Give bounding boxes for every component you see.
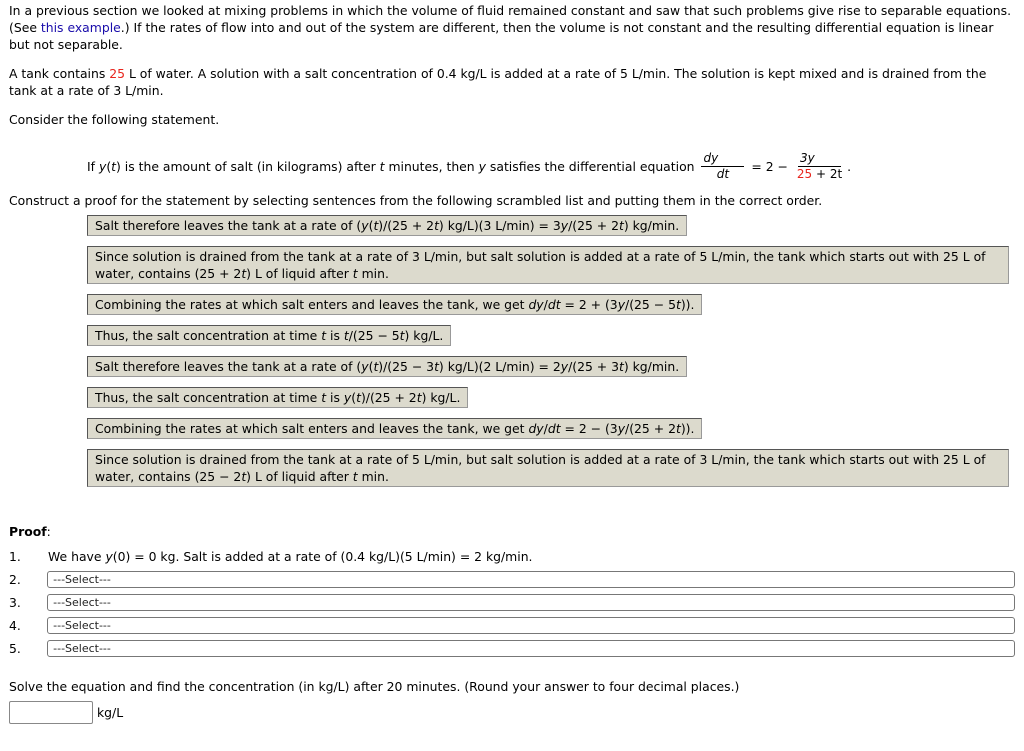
math-variable: y <box>343 390 352 405</box>
statement <box>87 146 1015 186</box>
numerator: 3y <box>798 151 841 167</box>
math-variable: t <box>373 218 379 233</box>
sentence-tile[interactable] <box>87 356 687 377</box>
text-segment: min. <box>357 266 389 281</box>
text-segment: /(25 − 5 <box>625 297 676 312</box>
step-text <box>48 548 533 565</box>
numerator: dy <box>701 151 744 167</box>
step-number: 4. <box>9 618 21 633</box>
question-text: Solve the equation and find the concentration (in kg/L) after 20 minutes. (Round your answer to four decimal places.) <box>9 679 740 694</box>
text-segment: / <box>543 421 548 436</box>
denominator-constant: 25 <box>796 166 813 181</box>
step-select[interactable]: ---Select--- <box>47 571 1015 588</box>
text-segment: (0) = 0 kg. Salt is added at a rate of (0.4 kg/L)(5 L/min) = 2 kg/min. <box>112 549 533 564</box>
sentence-tile[interactable] <box>87 325 451 346</box>
math-variable: t <box>675 297 681 312</box>
problem-text: A tank contains <box>9 66 110 81</box>
step-select[interactable]: ---Select--- <box>47 640 1015 657</box>
math-variable: t <box>352 469 358 484</box>
math-variable: y <box>361 359 369 374</box>
tank-volume: 25 <box>109 66 126 81</box>
proof-step-5 <box>9 637 1015 660</box>
math-variable: y <box>105 549 113 564</box>
text-segment: Combining the rates at which salt enters and leaves the tank, we get <box>95 297 529 312</box>
intro-paragraph <box>9 2 1015 53</box>
colon: : <box>46 524 51 539</box>
consider-text: Consider the following statement. <box>9 112 220 127</box>
text-segment: ) L of liquid after <box>246 266 353 281</box>
math-variable: t <box>321 390 327 405</box>
math-variable: t <box>241 266 247 281</box>
math-variable: y <box>617 421 626 436</box>
sentence-tile[interactable] <box>87 387 468 408</box>
proof-step-3 <box>9 591 1015 614</box>
text-segment: ( <box>368 359 374 374</box>
statement-text <box>87 158 698 175</box>
text-segment: ) kg/L. <box>421 390 461 405</box>
math-variable: t <box>675 421 681 436</box>
proof-step-1 <box>9 545 1015 568</box>
text-segment: / <box>543 297 548 312</box>
intro-text: In a previous section we looked at mixing problems in which the volume of fluid remained constant and saw that such problems give rise to separable equations. (See <box>9 3 1012 35</box>
text-segment: min. <box>357 469 389 484</box>
math-variable: t <box>399 328 405 343</box>
proof-heading <box>9 523 1015 540</box>
text-segment: ( <box>368 218 374 233</box>
proof-section <box>9 523 1015 660</box>
text-segment: is <box>326 390 344 405</box>
text-segment: ) is the amount of salt (in kilograms) after <box>116 158 380 174</box>
math-variable: y <box>560 359 569 374</box>
math-variable: y <box>98 158 107 174</box>
text-segment: /(25 + 2 <box>568 218 619 233</box>
dy-dt-fraction <box>701 151 744 182</box>
sentence-tile[interactable] <box>87 449 1009 487</box>
math-variable: t <box>416 390 422 405</box>
text-segment: ) kg/min. <box>623 359 680 374</box>
text-segment: = 2 + (3 <box>560 297 618 312</box>
math-variable: t <box>434 218 439 233</box>
text-segment: ( <box>351 390 357 405</box>
math-variable: t <box>373 359 379 374</box>
rhs-fraction <box>795 151 844 182</box>
proof-step-2 <box>9 568 1015 591</box>
math-variable: y <box>361 218 369 233</box>
denominator-rest: + 2t <box>812 166 843 181</box>
period: . <box>847 158 852 174</box>
text-segment: minutes, then <box>384 158 479 174</box>
step-select[interactable]: ---Select--- <box>47 617 1015 634</box>
text-segment: ) L of liquid after <box>246 469 353 484</box>
equation-text: = 2 − <box>747 158 792 174</box>
unit-label: kg/L <box>97 705 124 720</box>
math-variable: t <box>434 359 439 374</box>
example-link[interactable]: this example <box>40 20 121 35</box>
math-variable: t <box>321 328 327 343</box>
instruction: Construct a proof for the statement by selecting sentences from the following scrambled list and putting them in the correct order. <box>9 193 823 208</box>
answer-row <box>9 701 1015 724</box>
math-variable: dy <box>528 297 544 312</box>
math-variable: t <box>352 266 358 281</box>
text-segment: /(25 − 5 <box>348 328 400 343</box>
step-select[interactable]: ---Select--- <box>47 594 1015 611</box>
proof-step-4 <box>9 614 1015 637</box>
math-variable: dt <box>547 297 561 312</box>
text-segment: Thus, the salt concentration at time <box>95 390 322 405</box>
math-variable: t <box>619 359 624 374</box>
text-segment: Since solution is drained from the tank at a rate of 5 L/min, but salt solution is added at a rate of 3 L/min, the tank which starts out with 25 L of water, contains (25 − 2 <box>95 452 990 484</box>
step-number: 1. <box>9 549 21 564</box>
sentence-tile[interactable] <box>87 215 687 236</box>
text-segment: ) kg/L)(3 L/min) = 3 <box>438 218 561 233</box>
text-segment: )/(25 + 2 <box>360 390 417 405</box>
text-segment: /(25 + 3 <box>568 359 619 374</box>
text-segment: satisfies the differential equation <box>485 158 699 174</box>
text-segment: is <box>326 328 344 343</box>
text-segment: )). <box>680 297 695 312</box>
math-variable: y <box>560 218 569 233</box>
problem-paragraph <box>9 65 1015 99</box>
text-segment: ) kg/L. <box>404 328 444 343</box>
text-segment: Salt therefore leaves the tank at a rate of ( <box>95 218 362 233</box>
concentration-input[interactable] <box>9 701 93 724</box>
problem-text: L of water. A solution with a salt concentration of 0.4 kg/L is added at a rate of 5 L/min. The solution is kept mixed and is drained from the tank at a rate of 3 L/min. <box>9 66 987 98</box>
math-variable: t <box>356 390 361 405</box>
text-segment: We have <box>48 549 106 564</box>
denominator <box>795 167 844 182</box>
sentence-tile[interactable] <box>87 294 702 315</box>
math-variable: y <box>478 158 486 174</box>
text-segment: )). <box>680 421 695 436</box>
text-segment: Salt therefore leaves the tank at a rate of ( <box>95 359 362 374</box>
math-variable: t <box>619 218 624 233</box>
text-segment: Since solution is drained from the tank at a rate of 3 L/min, but salt solution is added at a rate of 5 L/min, the tank which starts out with 25 L of water, contains (25 + 2 <box>95 249 990 281</box>
denominator: dt <box>716 166 730 181</box>
math-variable: dy <box>528 421 544 436</box>
math-variable: t <box>111 158 117 174</box>
step-number: 2. <box>9 572 21 587</box>
text-segment: ) kg/min. <box>623 218 680 233</box>
sentence-tile[interactable] <box>87 246 1009 284</box>
text-segment: = 2 − (3 <box>560 421 618 436</box>
text-segment: )/(25 + 2 <box>378 218 435 233</box>
step-number: 5. <box>9 641 21 656</box>
text-segment: )/(25 − 3 <box>378 359 435 374</box>
text-segment: Combining the rates at which salt enters and leaves the tank, we get <box>95 421 529 436</box>
math-variable: t <box>379 158 385 174</box>
intro-text: .) If the rates of flow into and out of the system are different, then the volume is not constant and the resulting differential equation is linear but not separable. <box>9 20 994 52</box>
text-segment: Thus, the salt concentration at time <box>95 328 322 343</box>
scrambled-sentences <box>87 215 1015 497</box>
text-segment: ( <box>106 158 112 174</box>
math-variable: t <box>343 328 349 343</box>
math-variable: t <box>241 469 247 484</box>
text-segment: /(25 + 2 <box>625 421 676 436</box>
proof-title: Proof <box>9 524 47 539</box>
sentence-tile[interactable] <box>87 418 702 439</box>
step-number: 3. <box>9 595 21 610</box>
text-segment: If <box>87 158 99 174</box>
text-segment: ) kg/L)(2 L/min) = 2 <box>438 359 561 374</box>
math-variable: dt <box>547 421 561 436</box>
math-variable: y <box>617 297 626 312</box>
